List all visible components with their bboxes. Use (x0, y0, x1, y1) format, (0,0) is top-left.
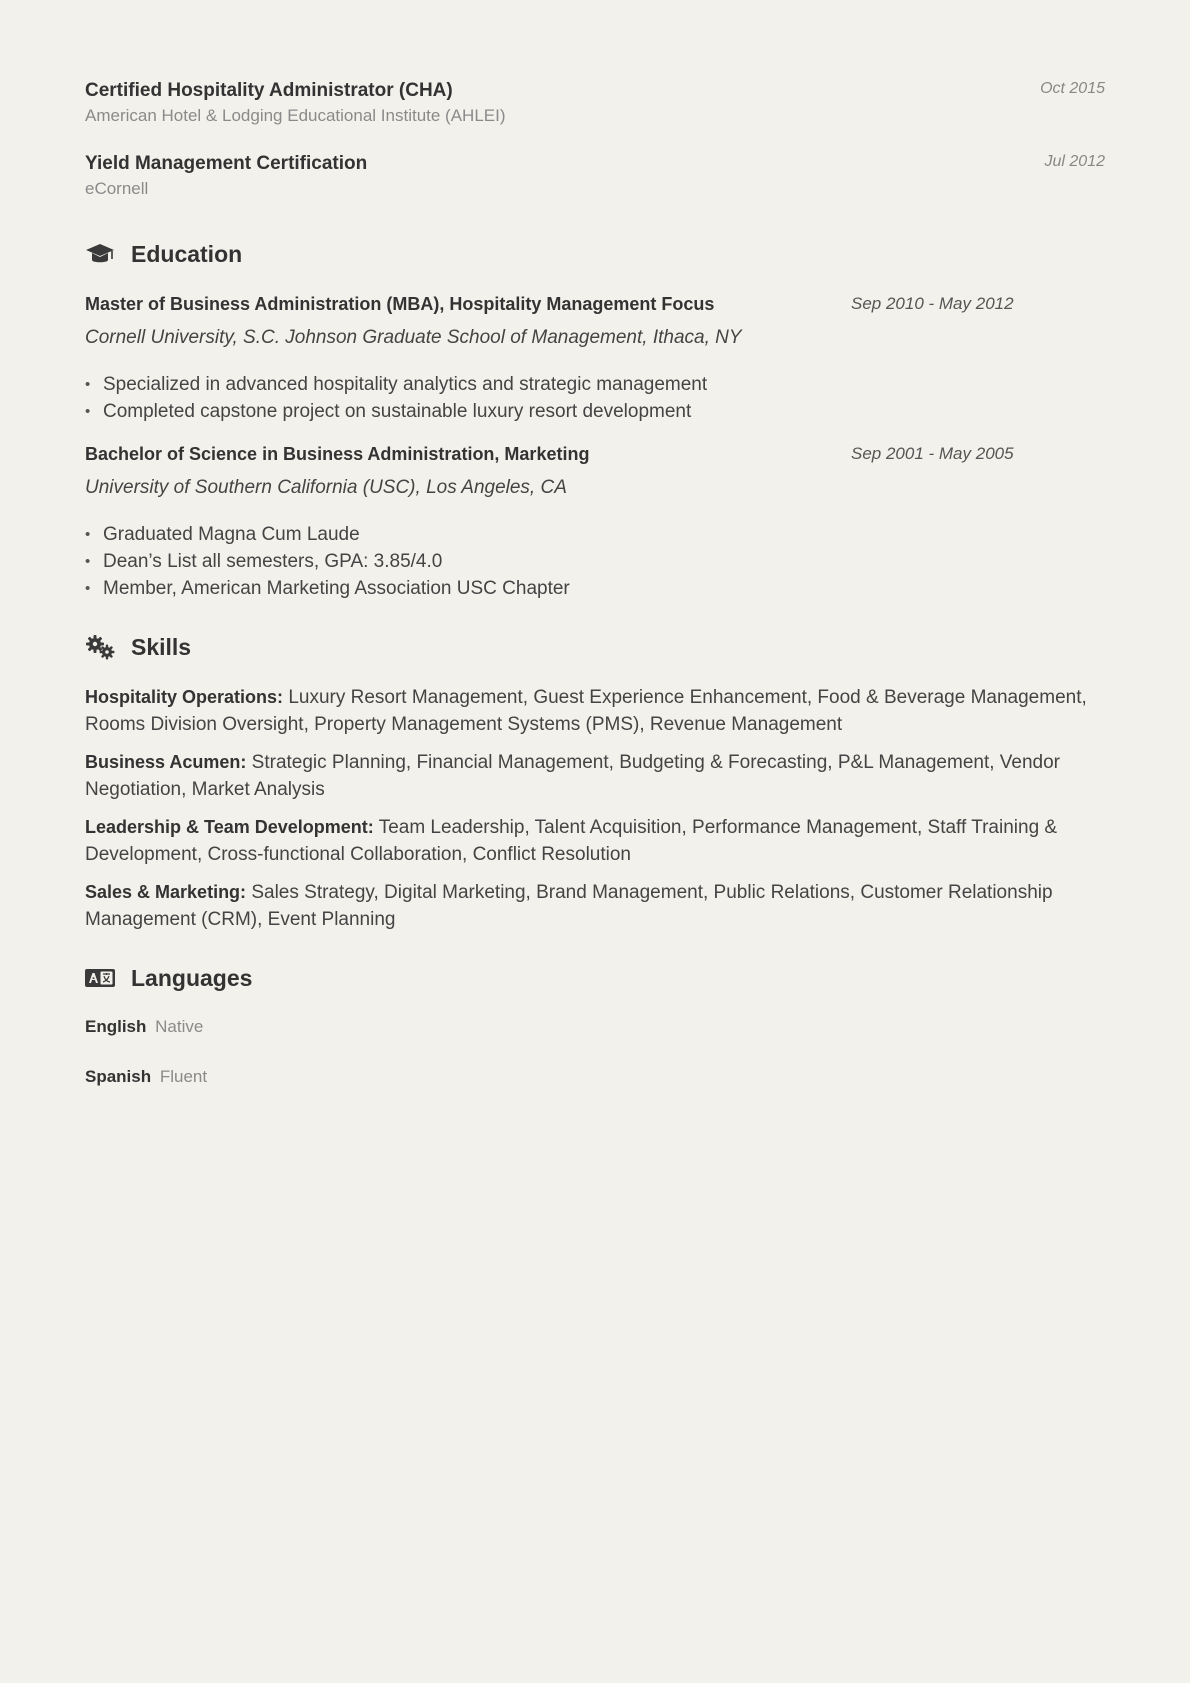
education-degree: Master of Business Administration (MBA), Hospitality Management Focus (85, 294, 715, 314)
skill-group (85, 814, 1105, 868)
skill-label: Hospitality Operations: (85, 687, 284, 707)
section-title: Skills (131, 633, 192, 660)
gears-icon (85, 633, 117, 661)
skills-heading (85, 632, 1105, 662)
list-item: • Specialized in advanced hospitality analytics and strategic management (103, 371, 1105, 398)
section-title: Languages (131, 964, 253, 991)
certification-title: Yield Management Certification (85, 153, 368, 174)
skill-label: Sales & Marketing: (85, 882, 247, 902)
education-school: University of Southern California (USC), Los Angeles, CA (85, 477, 567, 498)
language-item (85, 1015, 1105, 1039)
skill-group (85, 879, 1105, 933)
education-heading (85, 239, 1105, 269)
certification-date: Oct 2015 (1040, 80, 1105, 97)
language-icon (85, 964, 117, 992)
skill-text: Team Leadership, Talent Acquisition, Performance Management, Staff Training & Development, Cross-functional Collaboration, Conflict Resolution (85, 817, 1058, 865)
language-name: Spanish (85, 1067, 152, 1086)
education-dates: Sep 2010 - May 2012 (851, 294, 1014, 313)
skill-label: Leadership & Team Development: (85, 817, 374, 837)
skill-group (85, 749, 1105, 803)
language-level: Fluent (159, 1067, 208, 1086)
list-item: • Completed capstone project on sustainable luxury resort development (103, 398, 1105, 425)
education-degree: Bachelor of Science in Business Administration, Marketing (85, 444, 590, 464)
skill-text: Sales Strategy, Digital Marketing, Brand Management, Public Relations, Customer Relationship Management (CRM), Event Planning (85, 882, 1053, 930)
certification-title: Certified Hospitality Administrator (CHA) (85, 80, 453, 101)
education-entry (85, 291, 1105, 425)
skill-text: Strategic Planning, Financial Management, Budgeting & Forecasting, P&L Management, Vendor Negotiation, Market Analysis (85, 752, 1061, 800)
certification-issuer: American Hotel & Lodging Educational Institute (AHLEI) (85, 106, 506, 125)
certification-issuer: eCornell (85, 179, 149, 198)
language-name: English (85, 1017, 147, 1036)
language-item (85, 1065, 1105, 1089)
certification-date: Jul 2012 (1044, 153, 1105, 170)
skill-label: Business Acumen: (85, 752, 247, 772)
education-entry (85, 441, 1105, 602)
education-school: Cornell University, S.C. Johnson Graduate School of Management, Ithaca, NY (85, 327, 742, 348)
list-item: • Graduated Magna Cum Laude (103, 521, 1105, 548)
education-bullets (85, 371, 1105, 425)
certification-item (85, 78, 1105, 128)
skill-text: Luxury Resort Management, Guest Experience Enhancement, Food & Beverage Management, Rooms Division Oversight, Property Management Systems (PMS), Revenue Management (85, 687, 1087, 735)
certification-item (85, 151, 1105, 201)
education-bullets (85, 521, 1105, 602)
graduation-cap-icon (85, 240, 117, 268)
list-item: • Member, American Marketing Association USC Chapter (103, 575, 1105, 602)
list-item: • Dean’s List all semesters, GPA: 3.85/4.0 (103, 548, 1105, 575)
certifications-list (85, 0, 1105, 201)
education-dates: Sep 2001 - May 2005 (851, 444, 1014, 463)
language-level: Native (155, 1017, 204, 1036)
section-title: Education (131, 240, 243, 267)
languages-heading (85, 963, 1105, 993)
skill-group (85, 684, 1105, 738)
